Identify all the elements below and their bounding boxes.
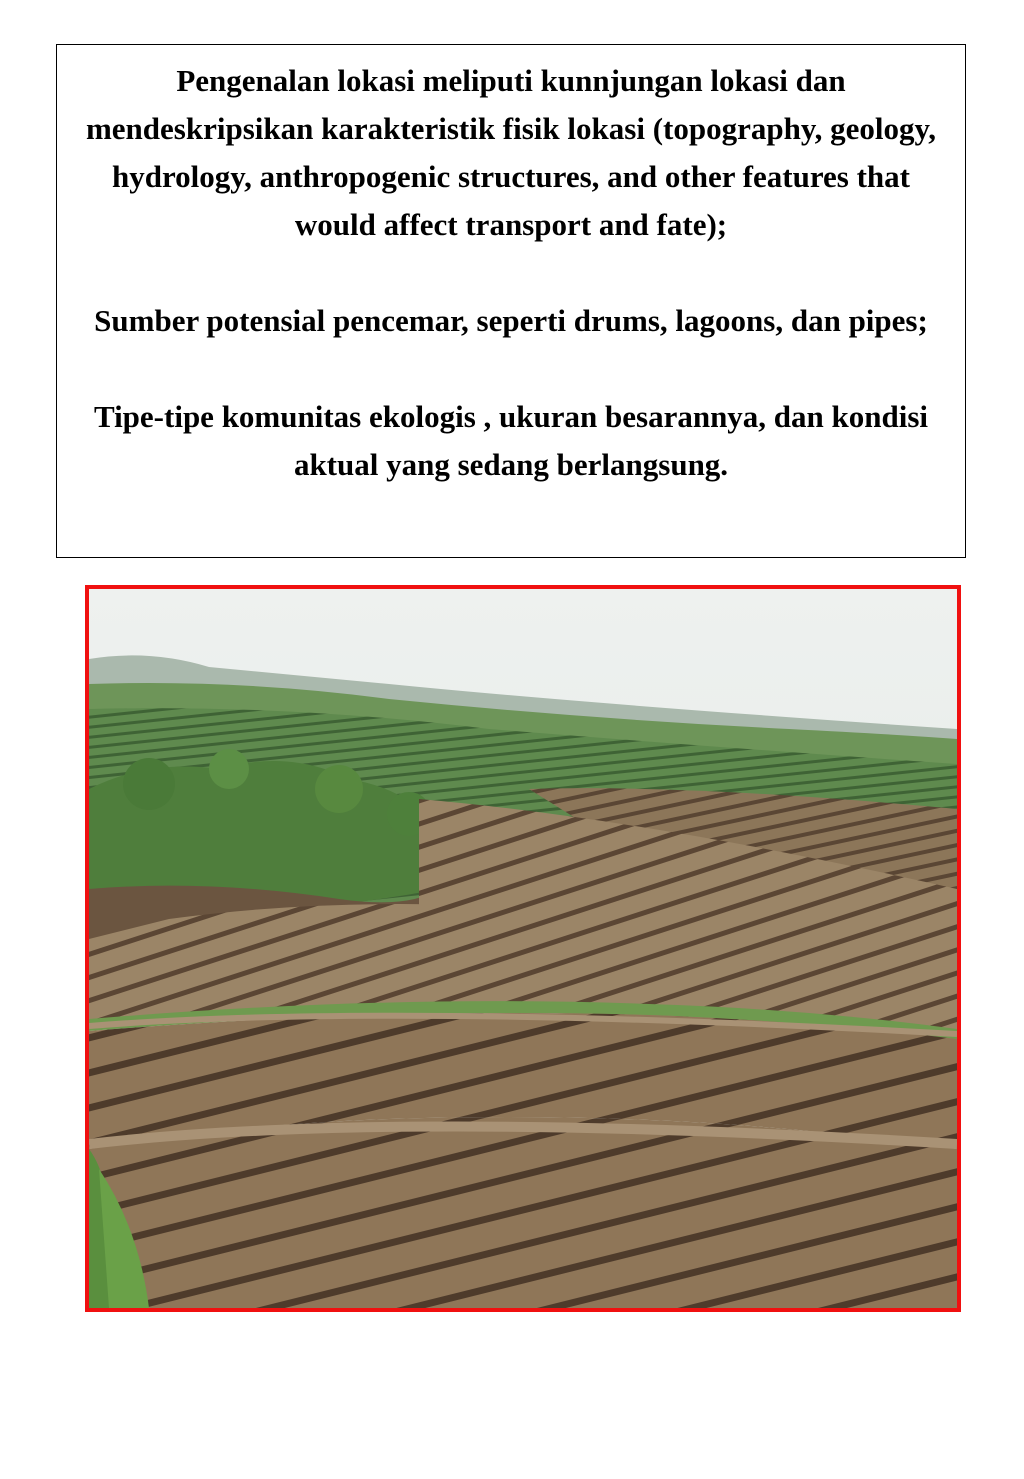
paragraph-ecological-communities: Tipe-tipe komunitas ekologis , ukuran besarannya, dan kondisi aktual yang sedang berlangsung. [93,399,929,482]
paragraph-site-recognition: Pengenalan lokasi meliputi kunnjungan lokasi dan mendeskripsikan karakteristik fisik lokasi (topography, geology, hydrology, anthropogenic structures, and other features that would affect transport and fate); [85,63,937,242]
terraced-field-illustration [89,589,957,1308]
description-text-box [56,44,966,558]
paragraph-pollutant-sources: Sumber potensial pencemar, seperti drums, lagoons, dan pipes; [94,303,928,338]
terraced-field-photo [85,585,961,1312]
